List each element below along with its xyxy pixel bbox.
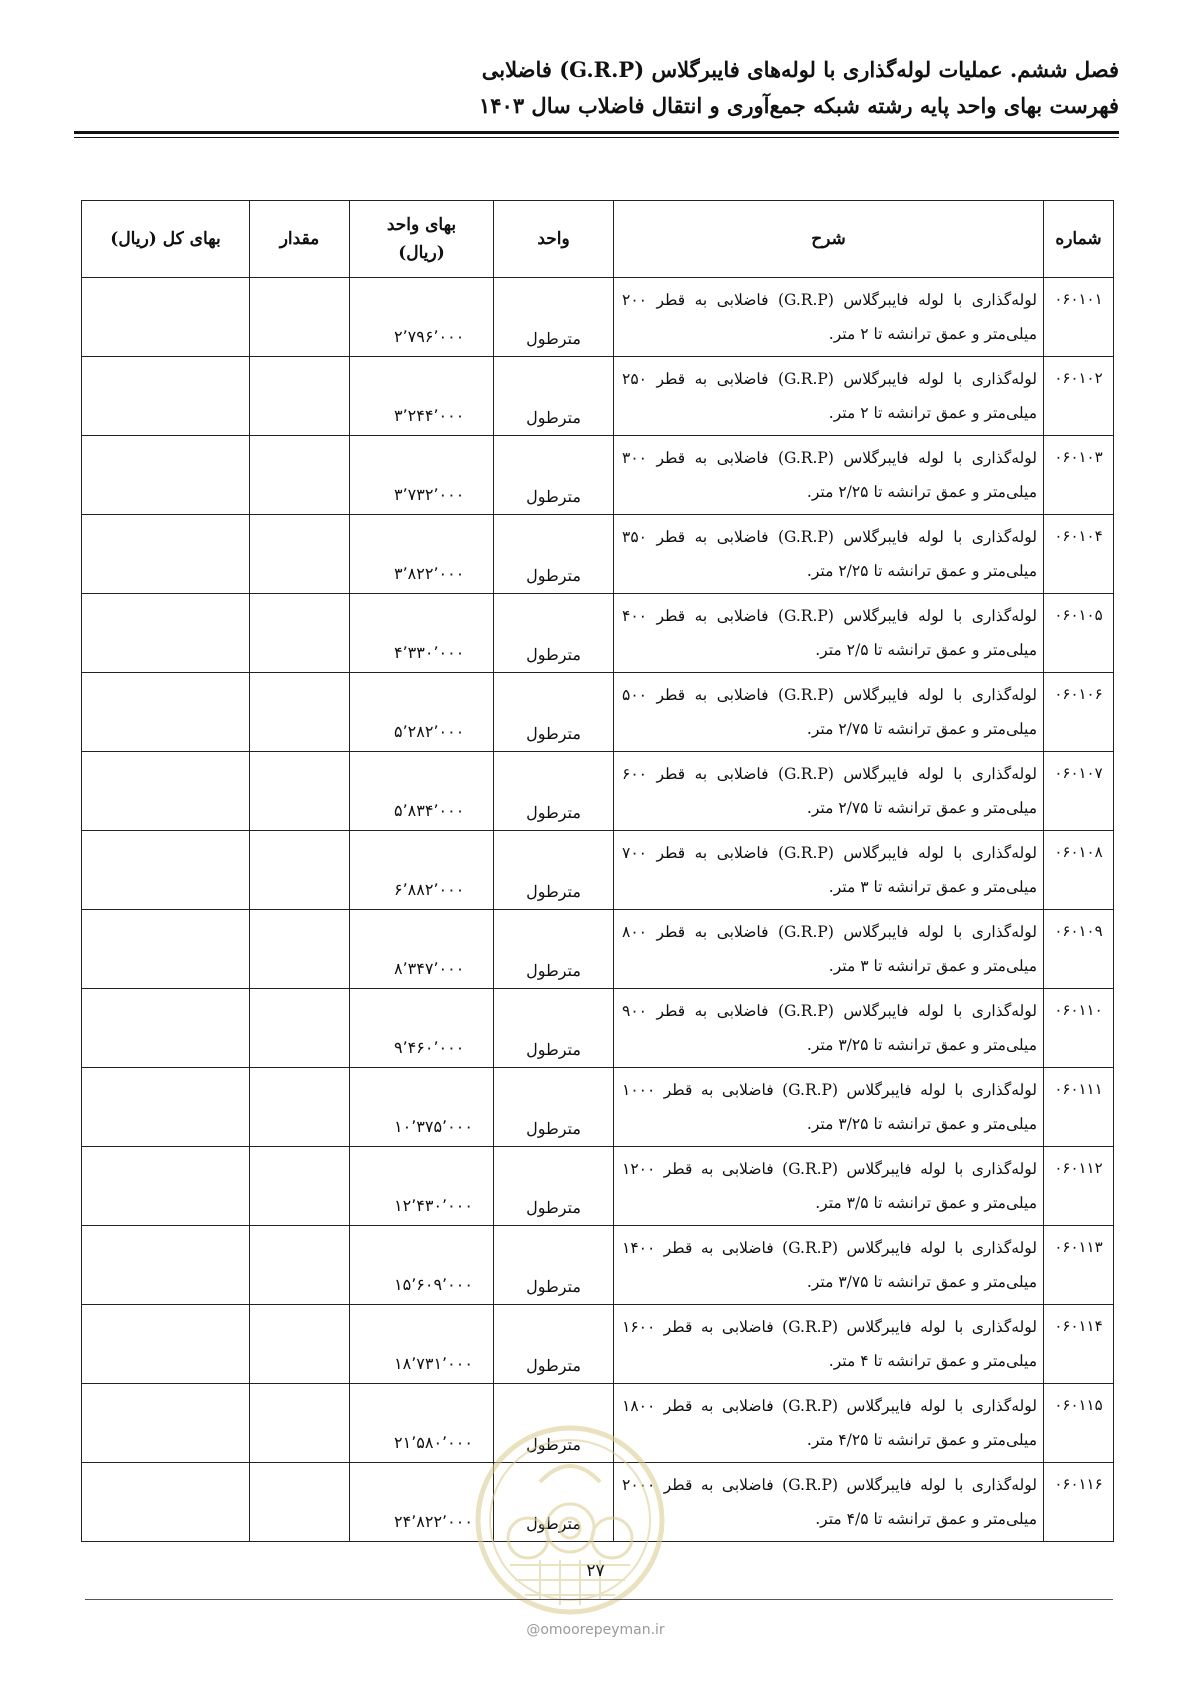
row-total-price — [82, 831, 250, 910]
row-description: لوله‌گذاری با لوله فایبرگلاس (G.R.P) فاضلابی به قطر ۲۵۰ میلی‌متر و عمق ترانشه تا ۲ متر. — [614, 357, 1044, 436]
row-number: ۰۶۰۱۰۲ — [1044, 357, 1114, 436]
row-total-price — [82, 1068, 250, 1147]
table-row — [82, 594, 1114, 673]
row-description: لوله‌گذاری با لوله فایبرگلاس (G.R.P) فاضلابی به قطر ۲۰۰ میلی‌متر و عمق ترانشه تا ۲ متر. — [614, 278, 1044, 357]
header-rule-thick — [74, 131, 1119, 134]
footer-rule — [85, 1599, 1113, 1600]
table-row — [82, 278, 1114, 357]
row-quantity — [250, 910, 350, 989]
row-unit: مترطول — [494, 515, 614, 594]
row-total-price — [82, 910, 250, 989]
row-quantity — [250, 989, 350, 1068]
table-row — [82, 357, 1114, 436]
row-unit-price: ۹٬۴۶۰٬۰۰۰ — [350, 989, 494, 1068]
row-total-price — [82, 1305, 250, 1384]
row-number: ۰۶۰۱۰۶ — [1044, 673, 1114, 752]
row-total-price — [82, 515, 250, 594]
row-description: لوله‌گذاری با لوله فایبرگلاس (G.R.P) فاضلابی به قطر ۱۴۰۰ میلی‌متر و عمق ترانشه تا ۳/۷۵ متر. — [614, 1226, 1044, 1305]
column-header-total-price: بهای کل (ریال) — [82, 201, 250, 278]
row-unit: مترطول — [494, 1305, 614, 1384]
row-description: لوله‌گذاری با لوله فایبرگلاس (G.R.P) فاضلابی به قطر ۹۰۰ میلی‌متر و عمق ترانشه تا ۳/۲۵ متر. — [614, 989, 1044, 1068]
row-unit: مترطول — [494, 1384, 614, 1463]
row-description: لوله‌گذاری با لوله فایبرگلاس (G.R.P) فاضلابی به قطر ۱۰۰۰ میلی‌متر و عمق ترانشه تا ۳/۲۵ متر. — [614, 1068, 1044, 1147]
row-total-price — [82, 752, 250, 831]
table-header-row — [82, 201, 1114, 278]
row-number: ۰۶۰۱۱۱ — [1044, 1068, 1114, 1147]
row-number: ۰۶۰۱۱۴ — [1044, 1305, 1114, 1384]
table-row — [82, 1384, 1114, 1463]
row-total-price — [82, 1384, 250, 1463]
table-row — [82, 1068, 1114, 1147]
row-unit-price: ۱۵٬۶۰۹٬۰۰۰ — [350, 1226, 494, 1305]
row-number: ۰۶۰۱۰۱ — [1044, 278, 1114, 357]
row-quantity — [250, 1226, 350, 1305]
row-total-price — [82, 1226, 250, 1305]
row-unit: مترطول — [494, 594, 614, 673]
table-row — [82, 1147, 1114, 1226]
row-description: لوله‌گذاری با لوله فایبرگلاس (G.R.P) فاضلابی به قطر ۶۰۰ میلی‌متر و عمق ترانشه تا ۲/۷۵ متر. — [614, 752, 1044, 831]
row-number: ۰۶۰۱۰۹ — [1044, 910, 1114, 989]
row-number: ۰۶۰۱۰۵ — [1044, 594, 1114, 673]
table-row — [82, 831, 1114, 910]
row-number: ۰۶۰۱۱۵ — [1044, 1384, 1114, 1463]
document-subtitle: فهرست بهای واحد پایه رشته شبکه جمع‌آوری و انتقال فاضلاب سال ۱۴۰۳ — [479, 93, 1119, 118]
row-number: ۰۶۰۱۱۶ — [1044, 1463, 1114, 1542]
row-description: لوله‌گذاری با لوله فایبرگلاس (G.R.P) فاضلابی به قطر ۳۰۰ میلی‌متر و عمق ترانشه تا ۲/۲۵ متر. — [614, 436, 1044, 515]
row-description: لوله‌گذاری با لوله فایبرگلاس (G.R.P) فاضلابی به قطر ۳۵۰ میلی‌متر و عمق ترانشه تا ۲/۲۵ متر. — [614, 515, 1044, 594]
row-description: لوله‌گذاری با لوله فایبرگلاس (G.R.P) فاضلابی به قطر ۴۰۰ میلی‌متر و عمق ترانشه تا ۲/۵ متر. — [614, 594, 1044, 673]
table-body — [82, 278, 1114, 1542]
table-row — [82, 673, 1114, 752]
column-header-unit: واحد — [494, 201, 614, 278]
row-quantity — [250, 831, 350, 910]
row-quantity — [250, 752, 350, 831]
row-number: ۰۶۰۱۰۳ — [1044, 436, 1114, 515]
row-quantity — [250, 1384, 350, 1463]
row-quantity — [250, 436, 350, 515]
row-unit-price: ۵٬۲۸۲٬۰۰۰ — [350, 673, 494, 752]
row-quantity — [250, 278, 350, 357]
row-quantity — [250, 1305, 350, 1384]
table-row — [82, 515, 1114, 594]
row-unit: مترطول — [494, 1226, 614, 1305]
row-unit: مترطول — [494, 910, 614, 989]
row-description: لوله‌گذاری با لوله فایبرگلاس (G.R.P) فاضلابی به قطر ۱۸۰۰ میلی‌متر و عمق ترانشه تا ۴/۲۵ متر. — [614, 1384, 1044, 1463]
row-unit: مترطول — [494, 278, 614, 357]
row-unit: مترطول — [494, 673, 614, 752]
row-quantity — [250, 1463, 350, 1542]
row-unit: مترطول — [494, 1068, 614, 1147]
row-unit-price: ۴٬۳۳۰٬۰۰۰ — [350, 594, 494, 673]
row-unit-price: ۳٬۷۳۲٬۰۰۰ — [350, 436, 494, 515]
row-unit: مترطول — [494, 357, 614, 436]
row-total-price — [82, 1147, 250, 1226]
row-number: ۰۶۰۱۱۲ — [1044, 1147, 1114, 1226]
table-row — [82, 1305, 1114, 1384]
row-unit: مترطول — [494, 752, 614, 831]
row-quantity — [250, 357, 350, 436]
row-unit: مترطول — [494, 831, 614, 910]
table-row — [82, 1226, 1114, 1305]
table-row — [82, 752, 1114, 831]
column-header-unit-price — [350, 201, 494, 278]
table-row — [82, 436, 1114, 515]
row-unit: مترطول — [494, 436, 614, 515]
row-total-price — [82, 673, 250, 752]
column-header-description: شرح — [614, 201, 1044, 278]
row-unit-price: ۱۲٬۴۳۰٬۰۰۰ — [350, 1147, 494, 1226]
row-unit-price: ۸٬۳۴۷٬۰۰۰ — [350, 910, 494, 989]
row-number: ۰۶۰۱۱۰ — [1044, 989, 1114, 1068]
footer-website-link[interactable]: @omoorepeyman.ir — [526, 1622, 665, 1638]
row-unit-price: ۱۰٬۳۷۵٬۰۰۰ — [350, 1068, 494, 1147]
row-quantity — [250, 515, 350, 594]
row-unit-price: ۵٬۸۳۴٬۰۰۰ — [350, 752, 494, 831]
row-description: لوله‌گذاری با لوله فایبرگلاس (G.R.P) فاضلابی به قطر ۷۰۰ میلی‌متر و عمق ترانشه تا ۳ متر. — [614, 831, 1044, 910]
table-row — [82, 989, 1114, 1068]
row-unit-price: ۲۴٬۸۲۲٬۰۰۰ — [350, 1463, 494, 1542]
row-description: لوله‌گذاری با لوله فایبرگلاس (G.R.P) فاضلابی به قطر ۲۰۰۰ میلی‌متر و عمق ترانشه تا ۴/۵ متر. — [614, 1463, 1044, 1542]
header-rule-thin — [74, 137, 1119, 138]
row-total-price — [82, 357, 250, 436]
column-header-number: شماره — [1044, 201, 1114, 278]
row-quantity — [250, 1147, 350, 1226]
row-total-price — [82, 594, 250, 673]
row-description: لوله‌گذاری با لوله فایبرگلاس (G.R.P) فاضلابی به قطر ۸۰۰ میلی‌متر و عمق ترانشه تا ۳ متر. — [614, 910, 1044, 989]
column-header-quantity: مقدار — [250, 201, 350, 278]
row-total-price — [82, 436, 250, 515]
row-unit-price: ۶٬۸۸۲٬۰۰۰ — [350, 831, 494, 910]
row-unit-price: ۳٬۲۴۴٬۰۰۰ — [350, 357, 494, 436]
price-list-table — [81, 200, 1114, 1542]
table-row — [82, 910, 1114, 989]
chapter-title: فصل ششم. عملیات لوله‌گذاری با لوله‌های فایبرگلاس (G.R.P) فاضلابی — [481, 57, 1119, 82]
column-header-unit-price-label: بهای واحد — [386, 215, 457, 235]
row-unit: مترطول — [494, 1147, 614, 1226]
row-unit-price: ۱۸٬۷۳۱٬۰۰۰ — [350, 1305, 494, 1384]
row-unit: مترطول — [494, 989, 614, 1068]
row-quantity — [250, 1068, 350, 1147]
page-header — [75, 52, 1119, 124]
row-number: ۰۶۰۱۰۸ — [1044, 831, 1114, 910]
page-number: ۲۷ — [586, 1561, 605, 1581]
row-total-price — [82, 989, 250, 1068]
row-unit-price: ۲٬۷۹۶٬۰۰۰ — [350, 278, 494, 357]
row-unit-price: ۲۱٬۵۸۰٬۰۰۰ — [350, 1384, 494, 1463]
row-number: ۰۶۰۱۰۷ — [1044, 752, 1114, 831]
row-number: ۰۶۰۱۰۴ — [1044, 515, 1114, 594]
column-header-unit-price-currency: (ریال) — [398, 243, 445, 263]
row-description: لوله‌گذاری با لوله فایبرگلاس (G.R.P) فاضلابی به قطر ۵۰۰ میلی‌متر و عمق ترانشه تا ۲/۷۵ متر. — [614, 673, 1044, 752]
row-unit: مترطول — [494, 1463, 614, 1542]
row-quantity — [250, 594, 350, 673]
row-number: ۰۶۰۱۱۳ — [1044, 1226, 1114, 1305]
row-description: لوله‌گذاری با لوله فایبرگلاس (G.R.P) فاضلابی به قطر ۱۲۰۰ میلی‌متر و عمق ترانشه تا ۳/۵ متر. — [614, 1147, 1044, 1226]
table-row — [82, 1463, 1114, 1542]
row-total-price — [82, 1463, 250, 1542]
row-quantity — [250, 673, 350, 752]
row-description: لوله‌گذاری با لوله فایبرگلاس (G.R.P) فاضلابی به قطر ۱۶۰۰ میلی‌متر و عمق ترانشه تا ۴ متر. — [614, 1305, 1044, 1384]
row-unit-price: ۳٬۸۲۲٬۰۰۰ — [350, 515, 494, 594]
row-total-price — [82, 278, 250, 357]
